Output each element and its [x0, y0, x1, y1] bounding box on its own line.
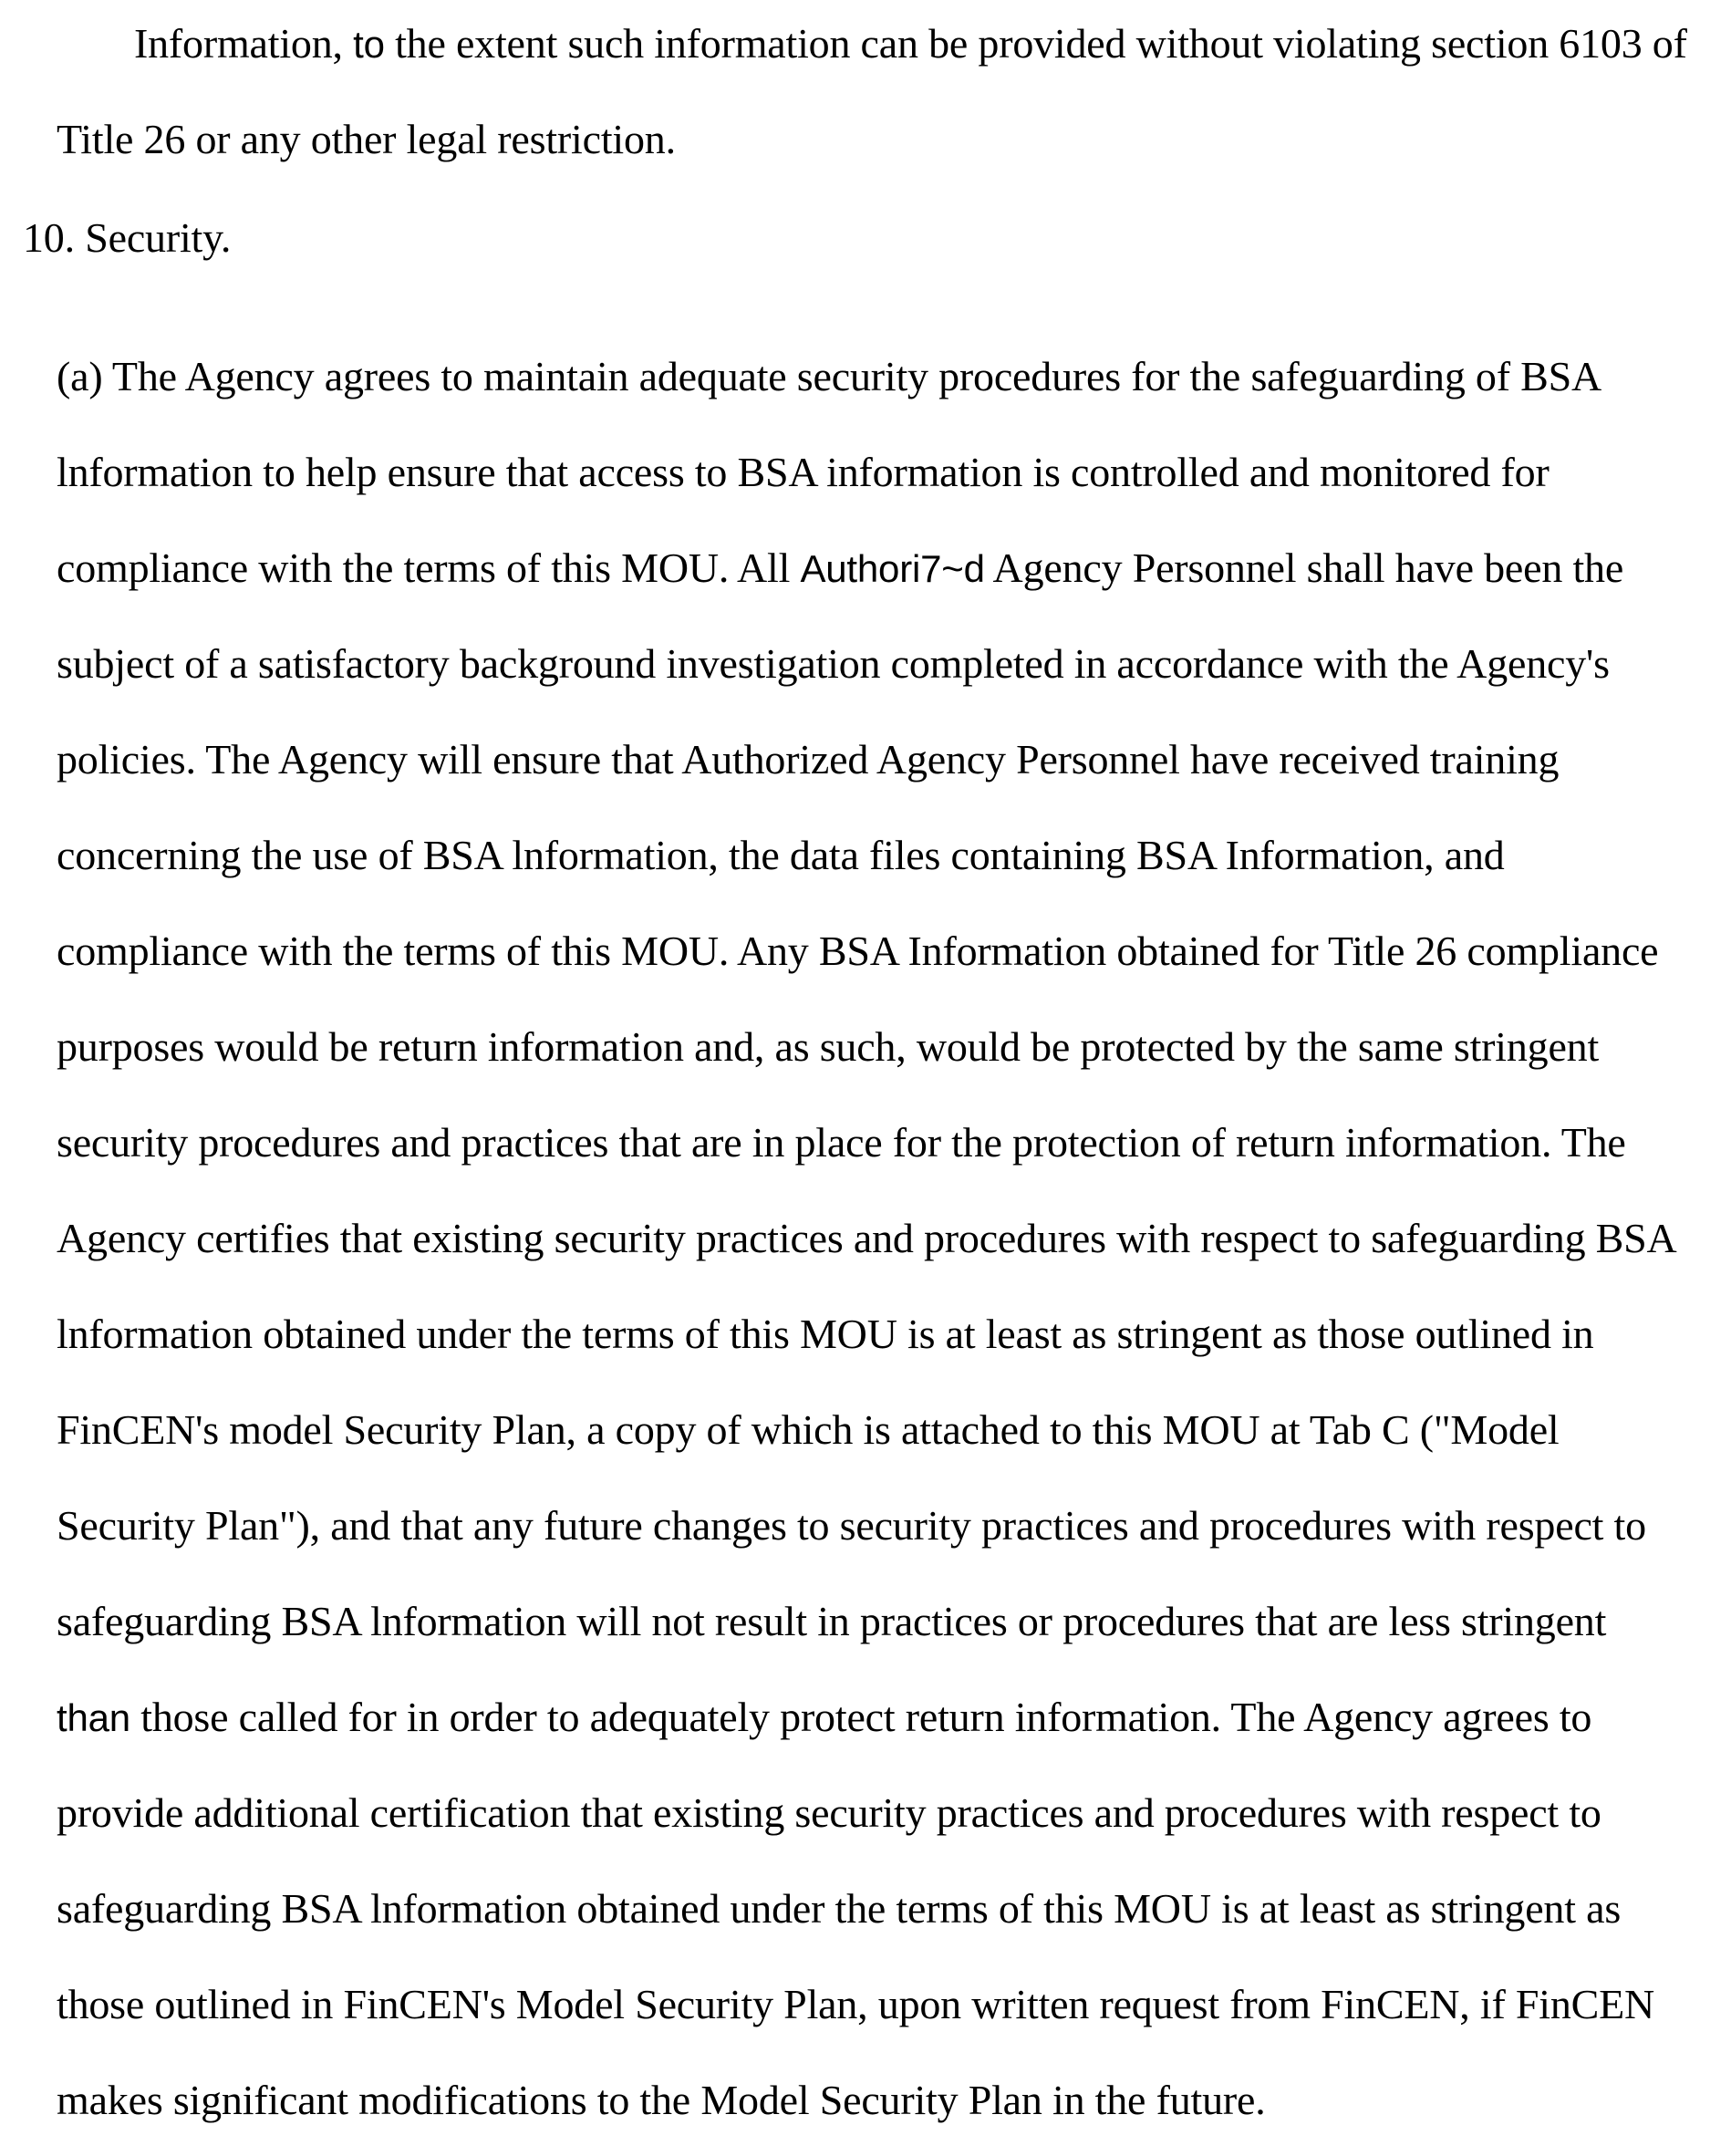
paragraph-line: concerning the use of BSA lnformation, the data files containing BSA Information, and	[57, 832, 1505, 878]
paragraph-line: compliance with the terms of this MOU. Any BSA Information obtained for Title 26 compliance	[57, 928, 1659, 974]
paragraph-line: (a) The Agency agrees to maintain adequate security procedures for the safeguarding of BSA	[57, 353, 1602, 399]
paragraph-line: those outlined in FinCEN's Model Security Plan, upon written request from FinCEN, if FinCEN	[57, 1981, 1655, 2027]
text-run: those called for in order to adequately protect return information. The Agency agrees to	[130, 1694, 1592, 1740]
paragraph-line: policies. The Agency will ensure that Authorized Agency Personnel have received training	[57, 736, 1560, 783]
paragraph-line: Agency certifies that existing security practices and procedures with respect to safeguarding BSA	[57, 1215, 1677, 1261]
paragraph-line: purposes would be return information and, as such, would be protected by the same stringent	[57, 1023, 1600, 1070]
text-run: the extent such information can be provided without violating section 6103 of	[384, 20, 1687, 67]
ocr-sans-word: Authori7~d	[800, 547, 985, 590]
ocr-sans-word: to	[353, 23, 385, 66]
section-heading	[23, 214, 232, 261]
paragraph-line: safeguarding BSA lnformation will not result in practices or procedures that are less stringent	[57, 1598, 1607, 1644]
paragraph-line: provide additional certification that existing security practices and procedures with respect to	[57, 1789, 1601, 1836]
paragraph-line	[57, 1696, 1591, 1739]
continuation-line-1	[134, 20, 1687, 67]
section-number: 10.	[23, 214, 75, 261]
continuation-line-2: Title 26 or any other legal restriction.	[57, 116, 676, 162]
paragraph-line	[57, 544, 1624, 591]
paragraph-line: Security Plan"), and that any future changes to security practices and procedures with respect to	[57, 1502, 1646, 1549]
ocr-sans-word: than	[57, 1696, 130, 1739]
paragraph-line: makes significant modifications to the Model Security Plan in the future.	[57, 2077, 1266, 2123]
text-run: Agency Personnel shall have been the	[984, 544, 1624, 591]
paragraph-line: lnformation obtained under the terms of this MOU is at least as stringent as those outlined in	[57, 1311, 1594, 1357]
paragraph-line: subject of a satisfactory background investigation completed in accordance with the Agency's	[57, 640, 1610, 687]
paragraph-line: FinCEN's model Security Plan, a copy of which is attached to this MOU at Tab C ("Model	[57, 1406, 1560, 1453]
paragraph-line: security procedures and practices that are in place for the protection of return information. The	[57, 1119, 1626, 1166]
text-run: Information,	[134, 20, 354, 67]
paragraph-line: safeguarding BSA lnformation obtained under the terms of this MOU is at least as stringent as	[57, 1885, 1622, 1932]
section-title: Security.	[85, 214, 232, 261]
paragraph-line: lnformation to help ensure that access to BSA information is controlled and monitored for	[57, 449, 1550, 495]
text-run: compliance with the terms of this MOU. All	[57, 544, 801, 591]
